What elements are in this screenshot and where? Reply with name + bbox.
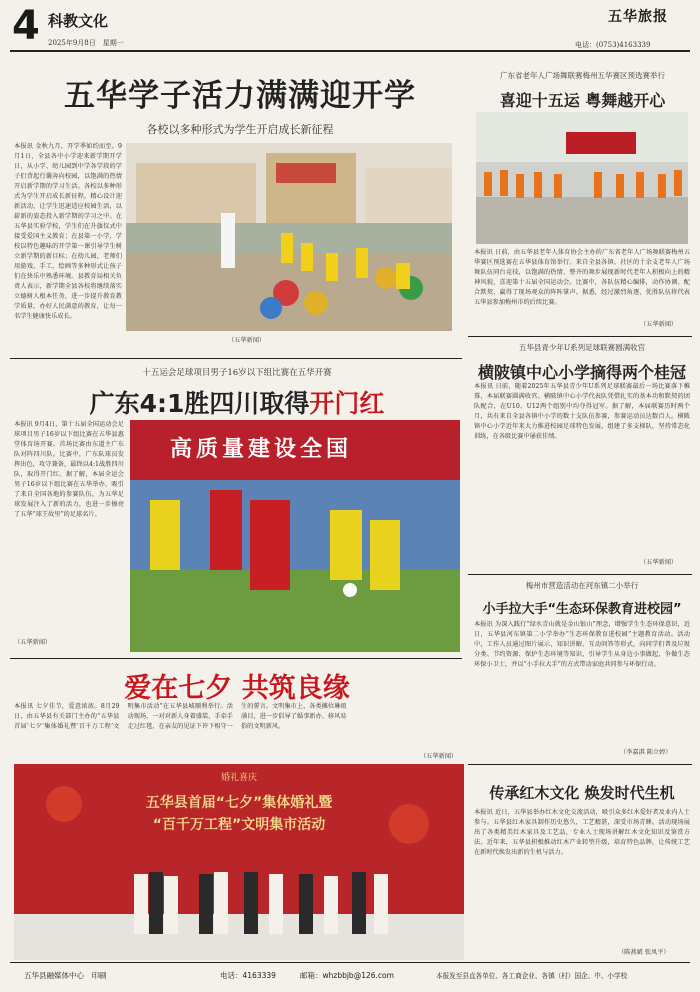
dance-body: 本报讯 日前，由五华县老年人体育协会主办的广东省老年人广场舞联赛梅州五华赛区预选赛在五华县体育馆举行。来自全县各镇、社区的十余支老年人广场舞队伍同台竞技，以饱满的热情、整齐的舞步展现新时代老年人积极向上的精神风貌，喜迎第十五届全国运动会。比赛中，各队伍精心编排，动作协调、配合默契，赢得了现场观众的阵阵掌声。据悉，经过激烈角逐，优胜队伍将代表五华县参加梅州市的后续比赛。 xyxy=(474,249,690,306)
main-title: 五华学子活力满满迎开学 xyxy=(64,78,416,114)
banner-text: 高质量建设全国 xyxy=(170,437,353,462)
hengpi-kicker: 五华县青少年U系列足球联赛圆满收官 xyxy=(518,343,646,352)
football-kicker: 十五运会足球项目男子16岁以下组比赛在五华开赛 xyxy=(142,368,332,378)
main-photo xyxy=(126,143,452,331)
header-rule xyxy=(10,50,690,52)
footer xyxy=(0,962,700,992)
eco-author: （李嘉淇 陈立婷） xyxy=(620,749,672,756)
page-header xyxy=(0,0,700,56)
dance-author: （五华新闻） xyxy=(640,321,678,328)
eco-title: 小手拉大手“生态环保教育进校园” xyxy=(482,602,682,617)
dance-title: 喜迎十五运 粤舞越开心 xyxy=(499,91,666,110)
divider xyxy=(10,658,462,659)
hengpi-body: 本报讯 日前，随着2025年五华县青少年U系列足球联赛最后一场比赛落下帷幕，本届联赛圆满收官。横陂镇中心小学代表队凭借扎实的基本功和默契的团队配合，在U10、U12两个组别中均夺得冠军。据了解，本届联赛历时两个月，共有来自全县各镇中小学的数十支队伍参赛，参赛运动员达数百人。横陂镇中心小学近年来大力推进校园足球特色发展，组建了多支梯队，坚持常态化训练，在各级比赛中屡获佳绩。 xyxy=(474,383,690,440)
football-body: 本报讯 9月4日，第十五届全国运动会足球项目男子16岁以下组比赛在五华县惠堂体育场开赛。首场比赛由东道主广东队对阵四川队。比赛中，广东队球员发挥出色，攻守兼备，最终以4:1战胜四川队，取得开门红。据了解，本届全运会男子16岁以下组比赛在五华举办，吸引了来自全国各地的参赛队伍，为五华足球发展注入了新的活力，也进一步擦亮了五华“球王故里”的足球名片。 xyxy=(14,421,124,518)
header-phone: 电话：(0753)4163339 xyxy=(575,41,651,49)
football-author: （五华新闻） xyxy=(14,639,52,646)
main-body: 本报讯 金秋九月，开学季如约而至。9月1日，全县各中小学迎来新学期开学日，从小学、幼儿园到中学各学段的学子们背起行囊奔向校园，以饱满的热情开启新学期的学习生活。各校以多种形式为学生开启成长新征程，精心设计迎新活动，让学生迅速适应校园生活，以崭新的姿态投入新学期的学习之中。在五华县实验学校，学生们在升旗仪式中接受爱国主义教育；在县第一小学，学校以特色趣味的开学第一课引导学生树立新学期的新目标；在幼儿园，老师们用游戏、手工、绘画等多种形式让孩子们在快乐中熟悉环境。县教育局相关负责人表示，新学期全县各校将继续落实立德树人根本任务，进一步提升教育教学质量，办好人民满意的教育，让每一名学生健康快乐成长。 xyxy=(14,143,122,320)
page-number: 4 xyxy=(12,3,40,49)
qixi-banner-line1: 五华县首届“七夕”集体婚礼暨 xyxy=(145,795,333,811)
qixi-body: 本报讯 七夕佳节，爱意浓浓。8月29日，由五华县有关部门主办的“五华县首届‘七夕’集体婚礼暨‘百千万工程’文明集市活动”在五华县城顺利举行。活动现场，一对对新人身着盛装，手牵手走过红毯，在亲友的见证下许下相守一生的誓言。文明集市上，各类摊位琳琅满目，进一步倡导了婚事新办、移风易俗的文明新风。 xyxy=(14,703,347,730)
eco-kicker: 梅州市营造活动在河东镇二小举行 xyxy=(525,581,639,590)
footer-distribution: 本报发至县直各单位、各工商企业、各镇（村）国企、中、小学校 xyxy=(436,972,628,980)
section-name: 科教文化 xyxy=(48,12,109,30)
qixi-title: 爱在七夕 共筑良缘 xyxy=(124,673,350,704)
hengpi-author: （五华新闻） xyxy=(640,559,678,566)
main-subtitle: 各校以多种形式为学生开启成长新征程 xyxy=(146,123,334,136)
football-title xyxy=(14,384,460,420)
main-body-cont: （五华新闻） xyxy=(228,337,266,344)
divider xyxy=(468,764,692,765)
issue-date: 2025年9月8日 星期一 xyxy=(48,39,124,47)
football-title-main: 广东4:1胜四川取得 xyxy=(89,389,310,418)
redwood-title: 传承红木文化 焕发时代生机 xyxy=(489,784,675,802)
dance-kicker: 广东省老年人广场舞联赛梅州五华赛区预选赛举行 xyxy=(500,71,665,80)
dance-photo xyxy=(476,112,688,244)
qixi-banner-line2: “百千万工程”文明集市活动 xyxy=(152,817,326,833)
footer-phone: 电话：4163339 xyxy=(220,971,276,980)
football-title-red: 开门红 xyxy=(309,389,385,418)
qixi-banner-top: 婚礼喜庆 xyxy=(220,773,257,783)
masthead: 五华旅报 xyxy=(608,9,668,25)
divider xyxy=(468,574,692,575)
redwood-body: 本报讯 近日，五华县举办红木文化交流活动，吸引众多红木爱好者及业内人士参与。五华县红木家具制作历史悠久，工艺精湛，深受市场青睐。活动现场展出了各类精美红木家具及工艺品，专业人士现场讲解红木文化知识及鉴赏方法。近年来，五华县积极推动红木产业转型升级，培育特色品牌，让传统工艺在新时代焕发出新的生机与活力。 xyxy=(474,809,690,856)
qixi-author: （五华新闻） xyxy=(420,753,458,760)
divider xyxy=(10,358,462,359)
footer-email: 邮箱：whzbbjb@126.com xyxy=(300,971,394,980)
redwood-author: （陈燕斌 张凤平） xyxy=(618,949,670,956)
divider xyxy=(468,336,692,337)
eco-body: 本报讯 为深入践行“绿水青山就是金山银山”理念，增强学生生态环保意识，近日，五华县河东镇第二小学举办“生态环保教育进校园”主题教育活动。活动中，工作人员通过图片展示、知识讲解、互动问答等形式，向同学们普及垃圾分类、节约资源、保护生态环境等知识，引导学生从身边小事做起，争做生态环保小卫士，并以“小手拉大手”的方式带动家庭共同参与环保行动。 xyxy=(474,621,690,668)
hengpi-title: 横陂镇中心小学摘得两个桂冠 xyxy=(477,363,686,382)
footer-printer: 五华县融媒体中心 印刷 xyxy=(24,971,107,980)
